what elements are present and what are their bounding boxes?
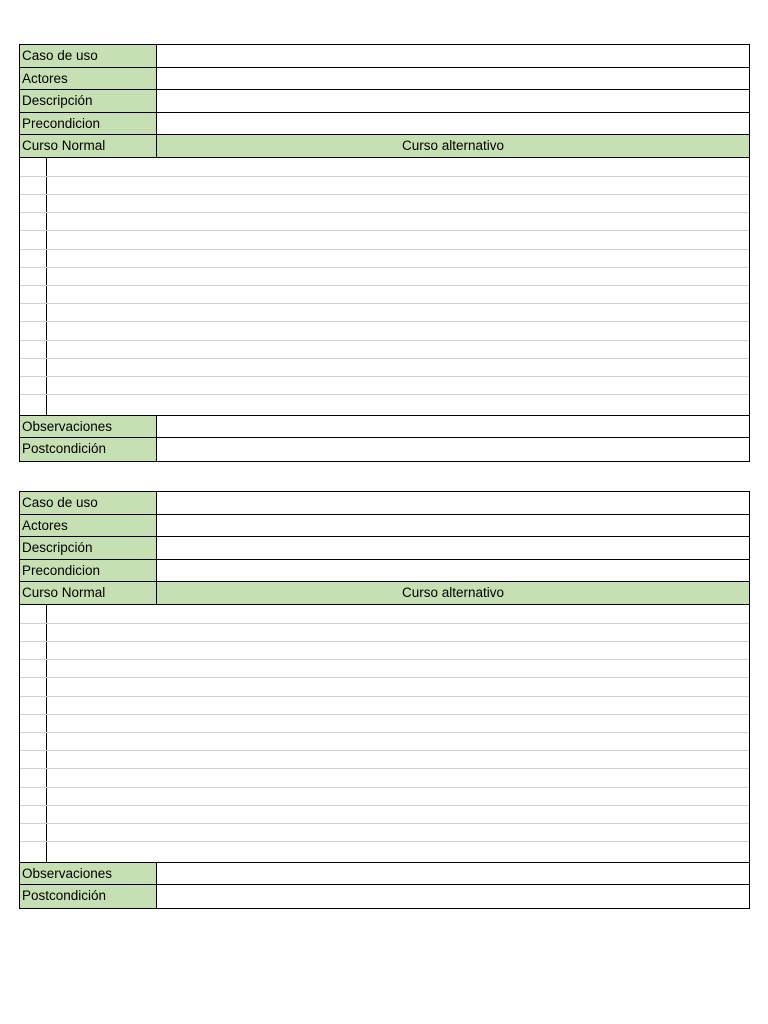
row-descripcion [20,90,749,113]
caso-de-uso-cell[interactable] [157,45,749,67]
grid-line [20,230,749,231]
postcondicion-label: Postcondición [20,438,157,461]
observaciones-label: Observaciones [20,863,157,885]
use-case-form-1 [19,44,750,462]
observaciones-label: Observaciones [20,416,157,438]
curso-normal-header: Curso Normal [20,135,157,157]
precondicion-label: Precondicion [20,113,157,135]
descripcion-label: Descripción [20,537,157,559]
row-caso-de-uso [20,45,749,68]
precondicion-label: Precondicion [20,560,157,582]
actores-cell[interactable] [157,515,749,537]
curso-alternativo-header: Curso alternativo [157,135,749,157]
postcondicion-label: Postcondición [20,885,157,908]
grid-line [20,696,749,697]
precondicion-cell[interactable] [157,560,749,582]
grid-line [20,641,749,642]
observaciones-cell[interactable] [157,863,749,885]
curso-alternativo-header: Curso alternativo [157,582,749,604]
grid-line [20,659,749,660]
row-precondicion [20,113,749,136]
grid-line [20,805,749,806]
caso-de-uso-label: Caso de uso [20,492,157,514]
precondicion-cell[interactable] [157,113,749,135]
caso-de-uso-cell[interactable] [157,492,749,514]
descripcion-cell[interactable] [157,90,749,112]
grid-line [20,303,749,304]
grid-line [20,340,749,341]
descripcion-cell[interactable] [157,537,749,559]
grid-line [20,194,749,195]
grid-line [20,285,749,286]
row-actores [20,68,749,91]
row-caso-de-uso [20,492,749,515]
grid-line [20,212,749,213]
grid-line [20,267,749,268]
grid-line [20,787,749,788]
steps-grid[interactable] [20,605,749,863]
row-postcondicion [20,438,749,461]
row-curso-header [20,135,749,158]
postcondicion-cell[interactable] [157,438,749,461]
use-case-form-2 [19,491,750,909]
row-actores [20,515,749,538]
row-observaciones [20,863,749,886]
descripcion-label: Descripción [20,90,157,112]
actores-label: Actores [20,68,157,90]
grid-line [20,623,749,624]
actores-label: Actores [20,515,157,537]
grid-line [20,321,749,322]
caso-de-uso-label: Caso de uso [20,45,157,67]
steps-grid[interactable] [20,158,749,416]
row-descripcion [20,537,749,560]
grid-line [20,768,749,769]
grid-line [20,176,749,177]
row-precondicion [20,560,749,583]
grid-line [20,677,749,678]
grid-line [20,394,749,395]
grid-line [20,823,749,824]
grid-line [20,732,749,733]
grid-line [20,841,749,842]
row-curso-header [20,582,749,605]
row-observaciones [20,416,749,439]
grid-line [20,249,749,250]
grid-line [20,376,749,377]
postcondicion-cell[interactable] [157,885,749,908]
curso-normal-header: Curso Normal [20,582,157,604]
observaciones-cell[interactable] [157,416,749,438]
row-postcondicion [20,885,749,908]
grid-line [20,750,749,751]
grid-line [20,358,749,359]
grid-line [20,714,749,715]
actores-cell[interactable] [157,68,749,90]
